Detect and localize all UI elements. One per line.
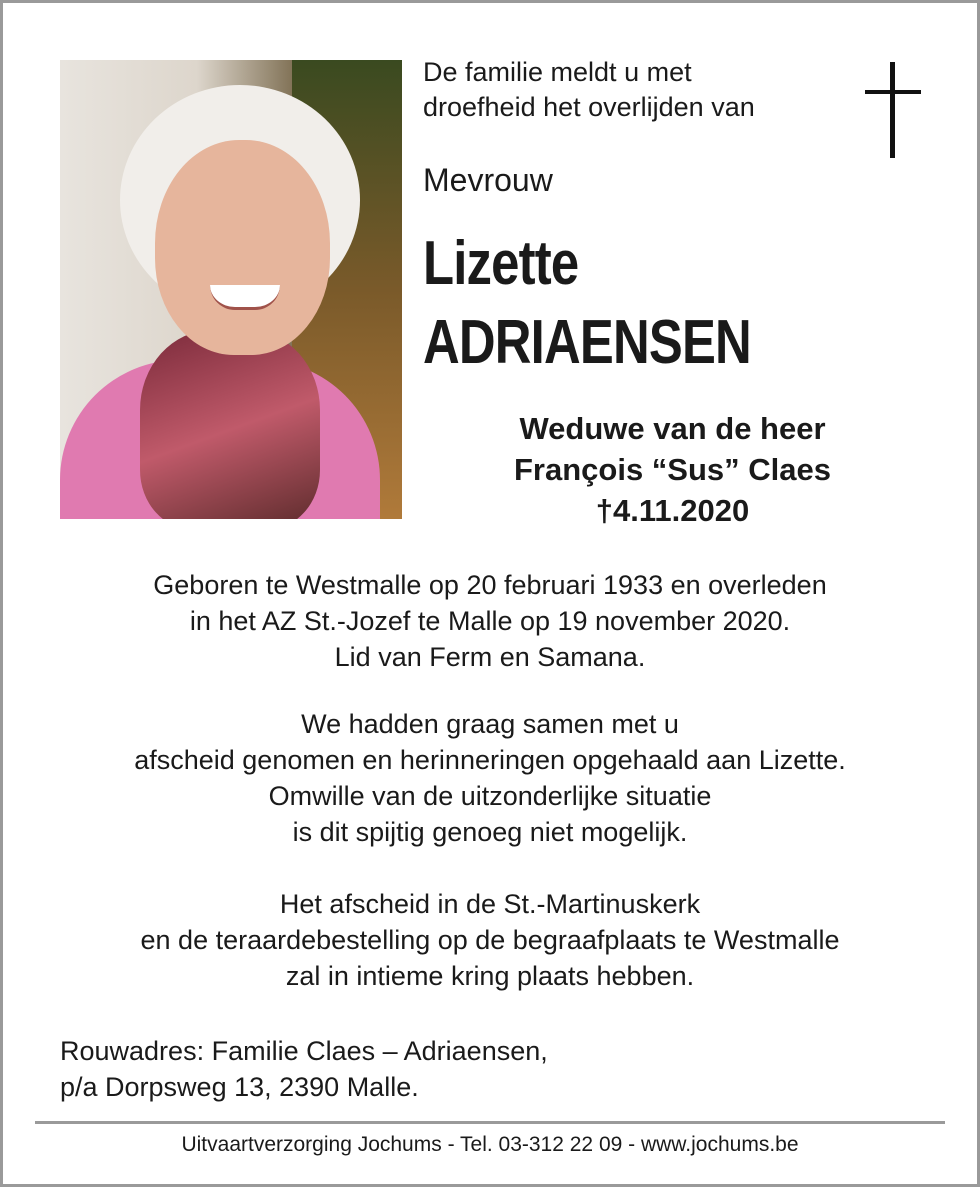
paragraph-line: Geboren te Westmalle op 20 februari 1933 en overleden <box>153 570 827 600</box>
spouse-block <box>430 408 915 531</box>
address-line: p/a Dorpsweg 13, 2390 Malle. <box>60 1072 419 1102</box>
intro-text <box>423 55 755 125</box>
paragraph-line: Omwille van de uitzonderlijke situatie <box>268 781 712 811</box>
portrait-photo <box>60 60 402 519</box>
intro-line: droefheid het overlijden van <box>423 92 755 122</box>
paragraph-line: afscheid genomen en herinneringen opgehaald aan Lizette. <box>134 745 846 775</box>
paragraph-line: is dit spijtig genoeg niet mogelijk. <box>292 817 688 847</box>
first-name: Lizette <box>423 229 579 298</box>
paragraph-line: Het afscheid in de St.-Martinuskerk <box>279 889 701 919</box>
intro-line: De familie meldt u met <box>423 57 692 87</box>
paragraph-line: zal in intieme kring plaats hebben. <box>285 961 695 991</box>
farewell-paragraph <box>0 706 980 850</box>
title: Mevrouw <box>423 162 553 198</box>
mourning-address <box>60 1033 548 1105</box>
paragraph-line: in het AZ St.-Jozef te Malle op 19 november 2020. <box>189 606 791 636</box>
paragraph-line: en de teraardebestelling op de begraafplaats te Westmalle <box>140 925 840 955</box>
spouse-death-date: †4.11.2020 <box>595 493 750 528</box>
paragraph-line: Lid van Ferm en Samana. <box>334 642 646 672</box>
birth-death-paragraph <box>0 567 980 675</box>
address-line: Rouwadres: Familie Claes – Adriaensen, <box>60 1036 548 1066</box>
funeral-director-footer: Uitvaartverzorging Jochums - Tel. 03-312 22 09 - www.jochums.be <box>181 1133 799 1156</box>
ceremony-paragraph <box>0 886 980 994</box>
spouse-line: Weduwe van de heer <box>519 411 826 446</box>
cross-icon <box>865 62 921 158</box>
last-name: ADRIAENSEN <box>423 308 751 377</box>
paragraph-line: We hadden graag samen met u <box>301 709 679 739</box>
spouse-name: François “Sus” Claes <box>513 452 831 487</box>
divider <box>35 1121 945 1124</box>
